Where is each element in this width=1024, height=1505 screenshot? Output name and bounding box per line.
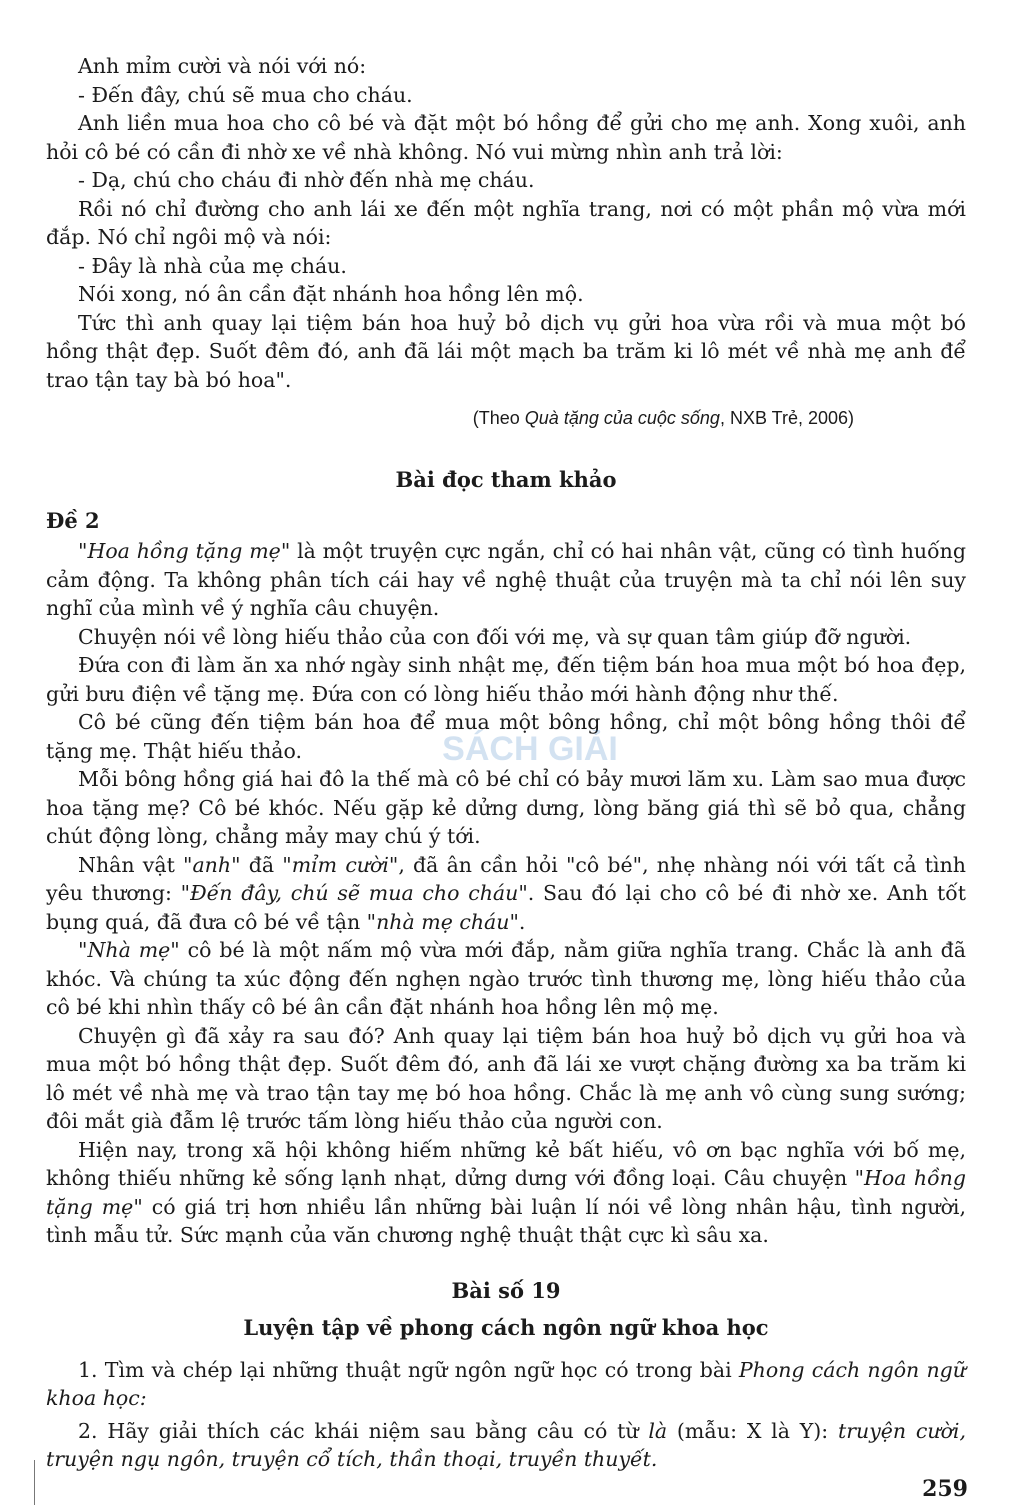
exercise-1 <box>46 1356 966 1413</box>
reference-paragraph-6 <box>46 851 966 937</box>
italic-run: anh <box>192 852 232 877</box>
story-paragraph-7: Nói xong, nó ân cần đặt nhánh hoa hồng lên mộ. <box>78 282 584 306</box>
story-citation <box>46 408 854 429</box>
citation-suffix: , NXB Trẻ, 2006) <box>719 408 854 428</box>
story-title-italic: Hoa hồng tặng mẹ <box>87 539 281 563</box>
quote-open: " <box>78 539 88 563</box>
text-run: Hiện nay, trong xã hội không hiếm những kẻ bất hiếu, vô ơn bạc nghĩa với bố mẹ, không thiếu những kẻ sống lạnh nhạt, dửng dưng với đồng loại. Câu chuyện " <box>46 1137 966 1190</box>
text-run: " <box>78 938 88 962</box>
story-dialogue-1: - Đến đây, chú sẽ mua cho cháu. <box>78 82 413 107</box>
text-run: 1. Tìm và chép lại những thuật ngữ ngôn ngữ học có trong bài <box>78 1357 739 1382</box>
italic-run: Nhà mẹ <box>87 938 171 962</box>
story-line-1: Anh mỉm cười và nói với nó: <box>78 54 367 78</box>
story-paragraph-3: Anh liền mua hoa cho cô bé và đặt một bó hồng để gửi cho mẹ anh. Xong xuôi, anh hỏi cô bé có cần đi nhờ xe về nhà không. Nó vui mừng nhìn anh trả lời: <box>46 111 966 164</box>
story-paragraph-5: Rồi nó chỉ đường cho anh lái xe đến một nghĩa trang, nơi có một phần mộ vừa mới đắp. Nó chỉ ngôi mộ và nói: <box>46 196 966 249</box>
text-run: ". Sau đó lại cho cô bé đi nhờ xe. Anh tốt bụng quá, đã đưa cô bé về tận " <box>46 881 966 934</box>
text-run: ", đã ân cần hỏi "cô bé", nhẹ nhàng nói với tất cả tình yêu thương: " <box>46 852 966 905</box>
page-number: 259 <box>922 1476 968 1502</box>
italic-run: Đến đây, chú sẽ mua cho cháu <box>190 881 519 905</box>
italic-run: là <box>648 1418 668 1443</box>
reference-heading: Bài đọc tham khảo <box>395 467 617 492</box>
text-run: " có giá trị hơn nhiều lần những bài luận lí nói về lòng nhân hậu, tình người, tình mẫu tử. Sức mạnh của văn chương nghệ thuật thật cực kì sâu xa. <box>46 1194 966 1247</box>
text-run: (mẫu: X là Y): <box>667 1418 838 1443</box>
topic-label: Đề 2 <box>46 508 100 533</box>
exercise-2 <box>46 1417 966 1474</box>
reference-paragraph-9 <box>46 1136 966 1250</box>
text-run: ". <box>509 909 526 934</box>
reference-paragraph-1 <box>46 537 966 623</box>
text-run: " đã " <box>231 852 292 877</box>
italic-run: nhà mẹ cháu <box>376 909 510 934</box>
document-page <box>46 52 966 1474</box>
watermark-text: SÁCH GIẢI <box>442 730 618 768</box>
text-run: 2. Hãy giải thích các khái niệm sau bằng câu có từ <box>78 1418 649 1443</box>
lesson-title-heading: Luyện tập về phong cách ngôn ngữ khoa học <box>243 1314 769 1340</box>
reference-paragraph-2: Chuyện nói về lòng hiếu thảo của con đối với mẹ, và sự quan tâm giúp đỡ người. <box>78 624 912 649</box>
lesson-number-heading: Bài số 19 <box>451 1277 561 1303</box>
reference-paragraph-5: Mỗi bông hồng giá hai đô la thế mà cô bé chỉ có bảy mươi lăm xu. Làm sao mua được hoa tặng mẹ? Cô bé khóc. Nếu gặp kẻ dửng dưng, lòng băng giá thì sẽ bỏ qua, chẳng chút động lòng, chẳng mảy may chú ý tới. <box>46 767 966 848</box>
citation-prefix: (Theo <box>472 408 525 428</box>
text-run: Nhân vật " <box>78 852 193 877</box>
citation-title: Quà tặng của cuộc sống <box>524 408 720 428</box>
margin-rule <box>34 1460 35 1505</box>
story-dialogue-2: - Dạ, chú cho cháu đi nhờ đến nhà mẹ cháu. <box>78 168 535 192</box>
italic-run: mỉm cười <box>291 852 389 877</box>
reference-paragraph-8: Chuyện gì đã xảy ra sau đó? Anh quay lại tiệm bán hoa huỷ bỏ dịch vụ gửi hoa và mua một bó hồng thật đẹp. Suốt đêm đó, anh đã lái xe vượt chặng đường xa ba trăm ki lô mét về nhà mẹ và trao tận tay mẹ bó hoa hồng. Chắc là mẹ anh vô cùng sung sướng; đôi mắt già đẫm lệ trước tấm lòng hiếu thảo của người con. <box>46 1023 966 1133</box>
paragraph-text: " là một truyện cực ngắn, chỉ có hai nhân vật, cũng có tình huống cảm động. Ta không phân tích cái hay về nghệ thuật của truyện mà ta chỉ nói lên suy nghĩ của mình về ý nghĩa câu chuyện. <box>46 539 966 620</box>
reference-paragraph-3: Đứa con đi làm ăn xa nhớ ngày sinh nhật mẹ, đến tiệm bán hoa mua một bó hoa đẹp, gửi bưu điện về tặng mẹ. Đứa con có lòng hiếu thảo mới hành động như thế. <box>46 653 966 706</box>
text-run: " cô bé là một nấm mộ vừa mới đắp, nằm giữa nghĩa trang. Chắc là anh đã khóc. Và chúng ta xúc động đến nghẹn ngào trước tình thương mẹ, lòng hiếu thảo của cô bé khi nhìn thấy cô bé ân cần đặt nhánh hoa hồng lên mộ mẹ. <box>46 938 966 1019</box>
reference-paragraph-4: Cô bé cũng đến tiệm bán hoa để mua một bông hồng, chỉ một bông hồng thôi để tặng mẹ. Thật hiếu thảo. <box>46 710 966 763</box>
reference-paragraph-7 <box>46 936 966 1022</box>
story-dialogue-3: - Đây là nhà của mẹ cháu. <box>78 253 347 278</box>
italic-run: truyện cười, truyện ngụ ngôn, truyện cổ tích, thần thoại, truyền thuyết. <box>46 1418 966 1471</box>
italic-run: Hoa hồng tặng mẹ <box>46 1166 967 1219</box>
story-paragraph-8: Tức thì anh quay lại tiệm bán hoa huỷ bỏ dịch vụ gửi hoa vừa rồi và mua một bó hồng thật đẹp. Suốt đêm đó, anh đã lái một mạch ba trăm ki lô mét về nhà mẹ anh để trao tận tay bà bó hoa". <box>46 310 966 392</box>
italic-run: Phong cách ngôn ngữ khoa học: <box>46 1357 966 1410</box>
